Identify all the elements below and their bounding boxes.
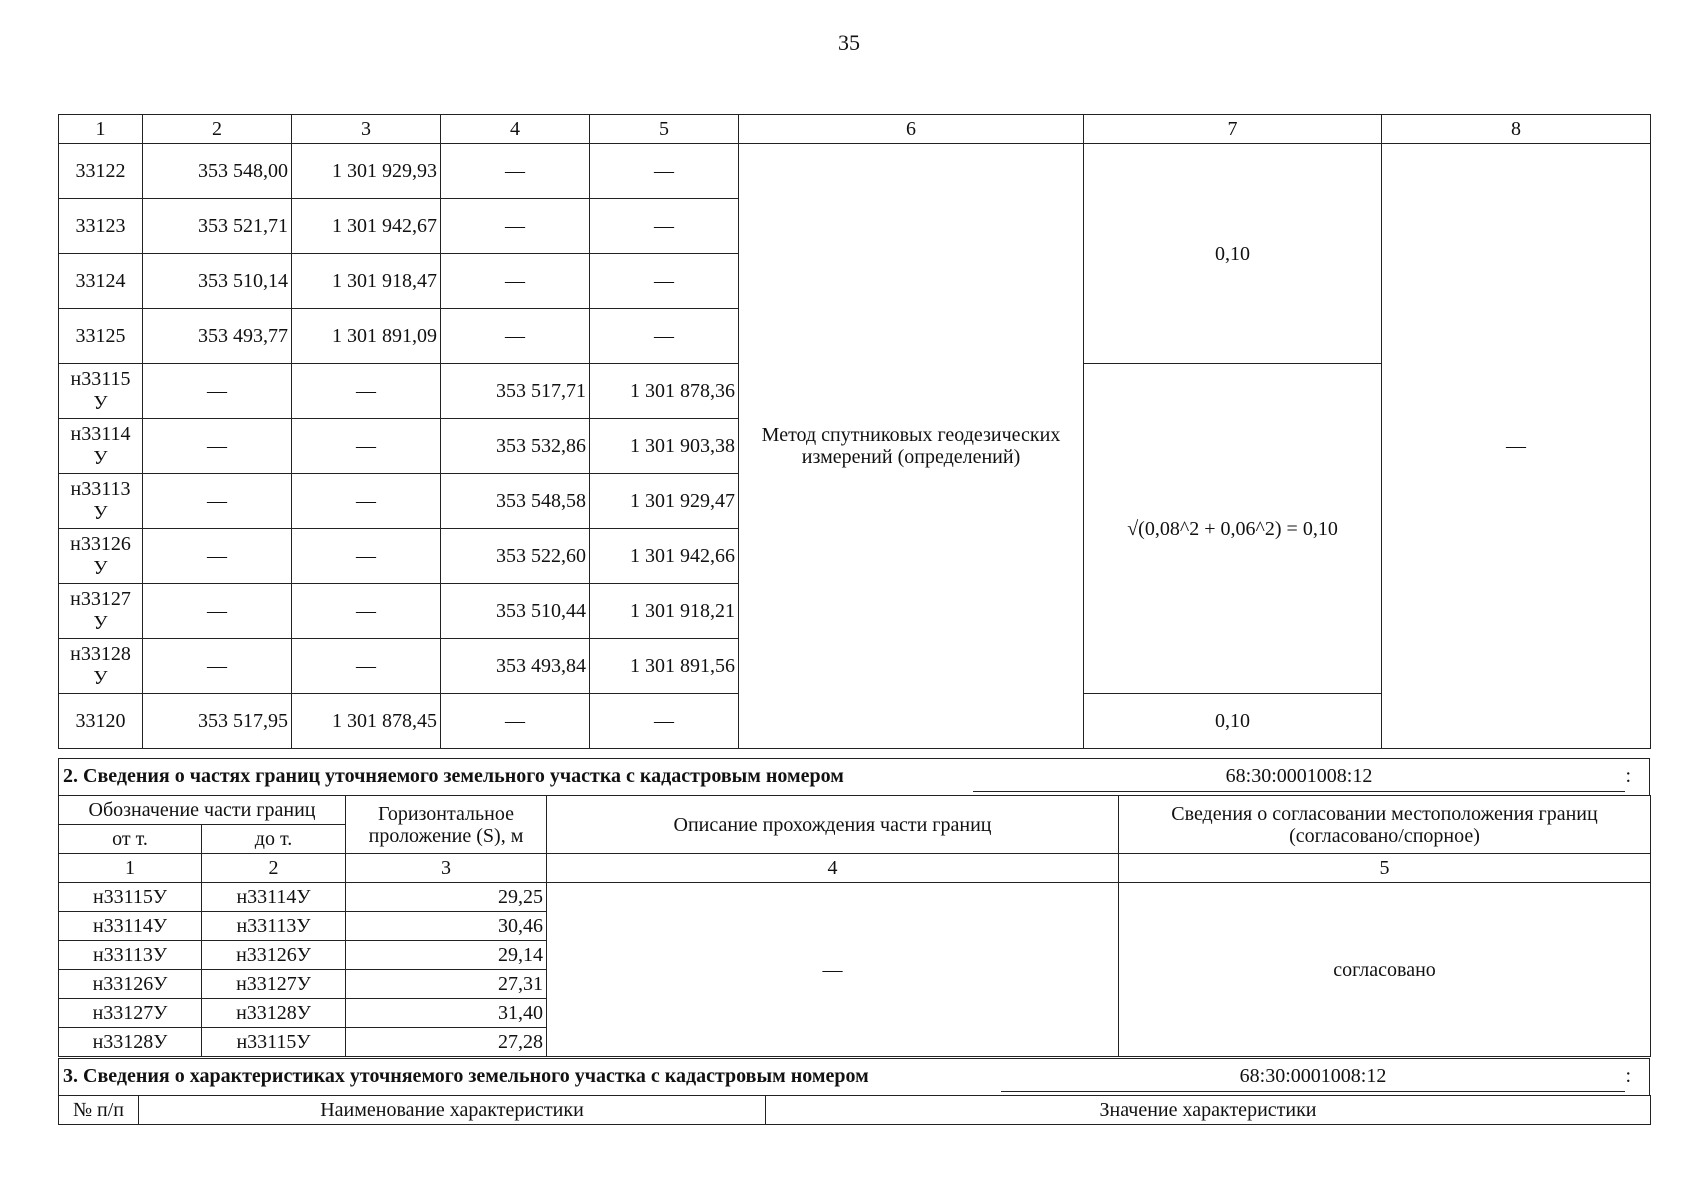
x-new: 353 517,71 bbox=[441, 364, 590, 419]
y-new: 1 301 918,21 bbox=[590, 584, 739, 639]
x-old: — bbox=[143, 584, 292, 639]
y-new: 1 301 878,36 bbox=[590, 364, 739, 419]
point-id: н33127 У bbox=[59, 584, 143, 639]
header-row bbox=[59, 796, 1651, 825]
y-new: 1 301 903,38 bbox=[590, 419, 739, 474]
x-new: 353 522,60 bbox=[441, 529, 590, 584]
y-old: 1 301 891,09 bbox=[292, 309, 441, 364]
method-cell: Метод спутниковых геодезических измерений (определений) bbox=[739, 144, 1084, 749]
desc-header: Описание прохождения части границ bbox=[547, 796, 1119, 854]
length: 31,40 bbox=[346, 999, 547, 1028]
point-id: 33124 bbox=[59, 254, 143, 309]
table-row bbox=[59, 883, 1651, 912]
x-old: 353 517,95 bbox=[143, 694, 292, 749]
to-point: н33126У bbox=[202, 941, 346, 970]
agree-cell: согласовано bbox=[1119, 883, 1651, 1057]
col-header: 4 bbox=[441, 115, 590, 144]
from-point: н33113У bbox=[59, 941, 202, 970]
page-number: 35 bbox=[838, 30, 860, 55]
col8-cell: — bbox=[1382, 144, 1651, 749]
col-number: 3 bbox=[346, 854, 547, 883]
section3-title bbox=[59, 1059, 1650, 1096]
x-new: 353 532,86 bbox=[441, 419, 590, 474]
point-id: н33113 У bbox=[59, 474, 143, 529]
x-new: 353 548,58 bbox=[441, 474, 590, 529]
y-old: — bbox=[292, 419, 441, 474]
x-new: — bbox=[441, 309, 590, 364]
agree-header: Сведения о согласовании местоположения границ (согласовано/спорное) bbox=[1119, 796, 1651, 854]
desc-cell: — bbox=[547, 883, 1119, 1057]
y-new: — bbox=[590, 254, 739, 309]
section2-title bbox=[59, 759, 1650, 796]
y-new: — bbox=[590, 144, 739, 199]
y-old: — bbox=[292, 364, 441, 419]
section3-colon: : bbox=[1625, 1065, 1631, 1087]
point-id: 33123 bbox=[59, 199, 143, 254]
y-new: 1 301 929,47 bbox=[590, 474, 739, 529]
x-old: — bbox=[143, 474, 292, 529]
from-point: н33128У bbox=[59, 1028, 202, 1057]
part-header: Обозначение части границ bbox=[59, 796, 346, 825]
section3-title-table bbox=[58, 1058, 1650, 1096]
from-point: н33127У bbox=[59, 999, 202, 1028]
col-number: 5 bbox=[1119, 854, 1651, 883]
point-id: 33125 bbox=[59, 309, 143, 364]
x-new: — bbox=[441, 254, 590, 309]
y-old: — bbox=[292, 529, 441, 584]
x-new: 353 510,44 bbox=[441, 584, 590, 639]
point-id: н33115 У bbox=[59, 364, 143, 419]
x-new: 353 493,84 bbox=[441, 639, 590, 694]
length: 29,25 bbox=[346, 883, 547, 912]
x-old: 353 548,00 bbox=[143, 144, 292, 199]
section2-cadastral: 68:30:0001008:12 bbox=[973, 765, 1625, 792]
y-new: 1 301 891,56 bbox=[590, 639, 739, 694]
col-number: 4 bbox=[547, 854, 1119, 883]
accuracy-top: 0,10 bbox=[1084, 144, 1382, 364]
y-old: 1 301 918,47 bbox=[292, 254, 441, 309]
y-old: 1 301 942,67 bbox=[292, 199, 441, 254]
x-old: — bbox=[143, 364, 292, 419]
characteristics-table bbox=[58, 1095, 1651, 1125]
from-point: н33114У bbox=[59, 912, 202, 941]
no-header: № п/п bbox=[59, 1096, 139, 1125]
to-header: до т. bbox=[202, 825, 346, 854]
to-point: н33128У bbox=[202, 999, 346, 1028]
header-row bbox=[59, 1096, 1651, 1125]
name-header: Наименование характеристики bbox=[139, 1096, 766, 1125]
to-point: н33115У bbox=[202, 1028, 346, 1057]
coordinates-table bbox=[58, 114, 1651, 749]
x-old: — bbox=[143, 639, 292, 694]
x-old: — bbox=[143, 419, 292, 474]
col-header: 7 bbox=[1084, 115, 1382, 144]
value-header: Значение характеристики bbox=[766, 1096, 1651, 1125]
point-id: н33128 У bbox=[59, 639, 143, 694]
length: 27,31 bbox=[346, 970, 547, 999]
from-point: н33115У bbox=[59, 883, 202, 912]
length-header: Горизонтальное проложение (S), м bbox=[346, 796, 547, 854]
col-number: 2 bbox=[202, 854, 346, 883]
point-id: 33122 bbox=[59, 144, 143, 199]
to-point: н33127У bbox=[202, 970, 346, 999]
section2-colon: : bbox=[1625, 765, 1631, 787]
x-old: 353 493,77 bbox=[143, 309, 292, 364]
accuracy-mid: √(0,08^2 + 0,06^2) = 0,10 bbox=[1084, 364, 1382, 694]
y-new: — bbox=[590, 309, 739, 364]
length: 29,14 bbox=[346, 941, 547, 970]
y-new: — bbox=[590, 199, 739, 254]
header-row bbox=[59, 115, 1651, 144]
section2-title-text: 2. Сведения о частях границ уточняемого земельного участка с кадастровым номером bbox=[63, 765, 844, 787]
table-row bbox=[59, 144, 1651, 199]
x-old: — bbox=[143, 529, 292, 584]
y-new: 1 301 942,66 bbox=[590, 529, 739, 584]
section3-title-text: 3. Сведения о характеристиках уточняемого земельного участка с кадастровым номером bbox=[63, 1065, 869, 1087]
x-old: 353 510,14 bbox=[143, 254, 292, 309]
length: 27,28 bbox=[346, 1028, 547, 1057]
col-header: 1 bbox=[59, 115, 143, 144]
x-old: 353 521,71 bbox=[143, 199, 292, 254]
y-new: — bbox=[590, 694, 739, 749]
point-id: н33126 У bbox=[59, 529, 143, 584]
point-id: н33114 У bbox=[59, 419, 143, 474]
to-point: н33114У bbox=[202, 883, 346, 912]
accuracy-bottom: 0,10 bbox=[1084, 694, 1382, 749]
section3-cadastral: 68:30:0001008:12 bbox=[1001, 1065, 1625, 1092]
y-old: 1 301 878,45 bbox=[292, 694, 441, 749]
col-header: 2 bbox=[143, 115, 292, 144]
y-old: — bbox=[292, 639, 441, 694]
y-old: 1 301 929,93 bbox=[292, 144, 441, 199]
y-old: — bbox=[292, 584, 441, 639]
col-number: 1 bbox=[59, 854, 202, 883]
col-header: 3 bbox=[292, 115, 441, 144]
section2-title-table bbox=[58, 758, 1650, 796]
point-id: 33120 bbox=[59, 694, 143, 749]
length: 30,46 bbox=[346, 912, 547, 941]
from-point: н33126У bbox=[59, 970, 202, 999]
from-header: от т. bbox=[59, 825, 202, 854]
x-new: — bbox=[441, 144, 590, 199]
col-header: 6 bbox=[739, 115, 1084, 144]
y-old: — bbox=[292, 474, 441, 529]
x-new: — bbox=[441, 199, 590, 254]
col-header: 5 bbox=[590, 115, 739, 144]
col-header: 8 bbox=[1382, 115, 1651, 144]
number-row bbox=[59, 854, 1651, 883]
x-new: — bbox=[441, 694, 590, 749]
boundary-parts-table bbox=[58, 795, 1651, 1057]
to-point: н33113У bbox=[202, 912, 346, 941]
